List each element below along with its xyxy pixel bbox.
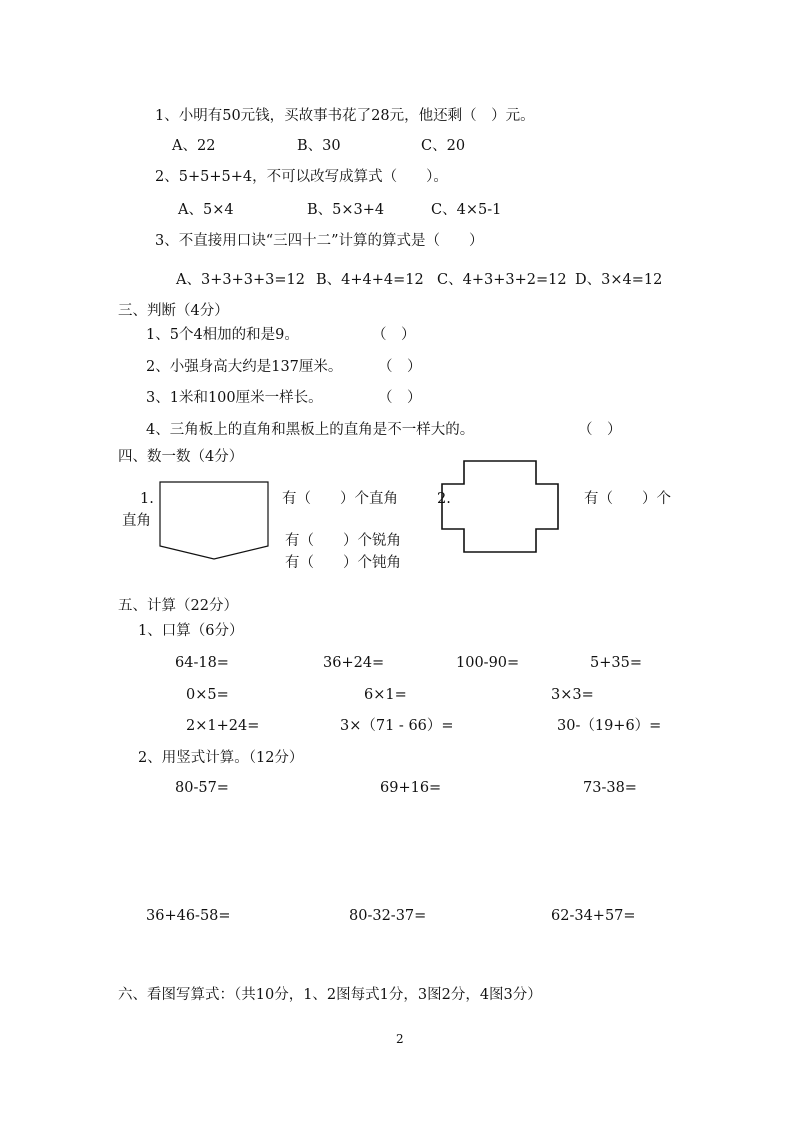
choice-q2-option-c: C、4×5-1 (431, 202, 502, 218)
oral-calc-item: 0×5= (186, 687, 229, 703)
right-angle-count: 有（ ）个直角 (282, 491, 398, 507)
vertical-calc-item: 69+16= (380, 780, 442, 796)
vertical-calc-item: 62-34+57= (551, 908, 636, 924)
judge-item-3-answer: （ ） (378, 390, 422, 406)
page-number: 2 (396, 1032, 404, 1046)
choice-q1-option-b: B、30 (297, 138, 341, 154)
count-section-title: 四、数一数（4分） (118, 449, 244, 465)
choice-q3-option-b: B、4+4+4=12 (316, 272, 424, 288)
calc-section-title: 五、计算（22分） (118, 598, 238, 614)
judge-item-3: 3、1米和100厘米一样长。 (146, 390, 323, 406)
vertical-calc-item: 36+46-58= (146, 908, 231, 924)
vertical-calc-title: 2、用竖式计算。（12分） (138, 750, 304, 766)
choice-q1-stem: 1、小明有50元钱，买故事书花了28元，他还剩（ ）元。 (155, 108, 535, 124)
count-wrap-text: 直角 (122, 513, 151, 529)
judge-item-4-answer: （ ） (578, 422, 622, 438)
oral-calc-item: 30-（19+6）= (557, 718, 662, 734)
count-item-1-number: 1. (140, 491, 154, 507)
oral-calc-item: 64-18= (175, 655, 229, 671)
choice-q3-option-a: A、3+3+3+3=12 (176, 272, 305, 288)
judge-item-2: 2、小强身高大约是137厘米。 (146, 359, 343, 375)
oral-calc-item: 3×（71 - 66）= (340, 718, 454, 734)
cross-angle-count: 有（ ）个 (584, 491, 671, 507)
judge-item-4: 4、三角板上的直角和黑板上的直角是不一样大的。 (146, 422, 475, 438)
vertical-calc-item: 73-38= (583, 780, 637, 796)
cross-shape (440, 460, 560, 554)
oral-calc-item: 2×1+24= (186, 718, 260, 734)
choice-q3-stem: 3、不直接用口诀“三四十二”计算的算式是（ ） (155, 233, 484, 249)
acute-angle-count: 有（ ）个锐角 (285, 533, 401, 549)
oral-calc-item: 3×3= (551, 687, 594, 703)
choice-q1-option-a: A、22 (172, 138, 216, 154)
vertical-calc-item: 80-57= (175, 780, 229, 796)
judge-section-title: 三、判断（4分） (118, 303, 229, 319)
vertical-calc-item: 80-32-37= (349, 908, 427, 924)
oral-calc-item: 100-90= (456, 655, 520, 671)
pentagon-shape (159, 481, 271, 561)
judge-item-1: 1、5个4相加的和是9。 (146, 327, 299, 343)
count-item-2-number: 2. (437, 491, 451, 507)
choice-q2-option-a: A、5×4 (178, 202, 234, 218)
oral-calc-item: 36+24= (323, 655, 385, 671)
picture-section-title: 六、看图写算式：（共10分，1、2图每式1分，3图2分，4图3分） (118, 987, 542, 1003)
oral-calc-item: 6×1= (364, 687, 407, 703)
obtuse-angle-count: 有（ ）个钝角 (285, 555, 401, 571)
oral-calc-title: 1、口算（6分） (138, 623, 244, 639)
judge-item-1-answer: （ ） (372, 327, 416, 343)
choice-q3-option-c: C、4+3+3+2=12 (437, 272, 567, 288)
oral-calc-item: 5+35= (590, 655, 642, 671)
choice-q3-option-d: D、3×4=12 (575, 272, 663, 288)
choice-q1-option-c: C、20 (421, 138, 466, 154)
choice-q2-stem: 2、5+5+5+4，不可以改写成算式（ ）。 (155, 169, 448, 185)
choice-q2-option-b: B、5×3+4 (307, 202, 385, 218)
judge-item-2-answer: （ ） (378, 359, 422, 375)
